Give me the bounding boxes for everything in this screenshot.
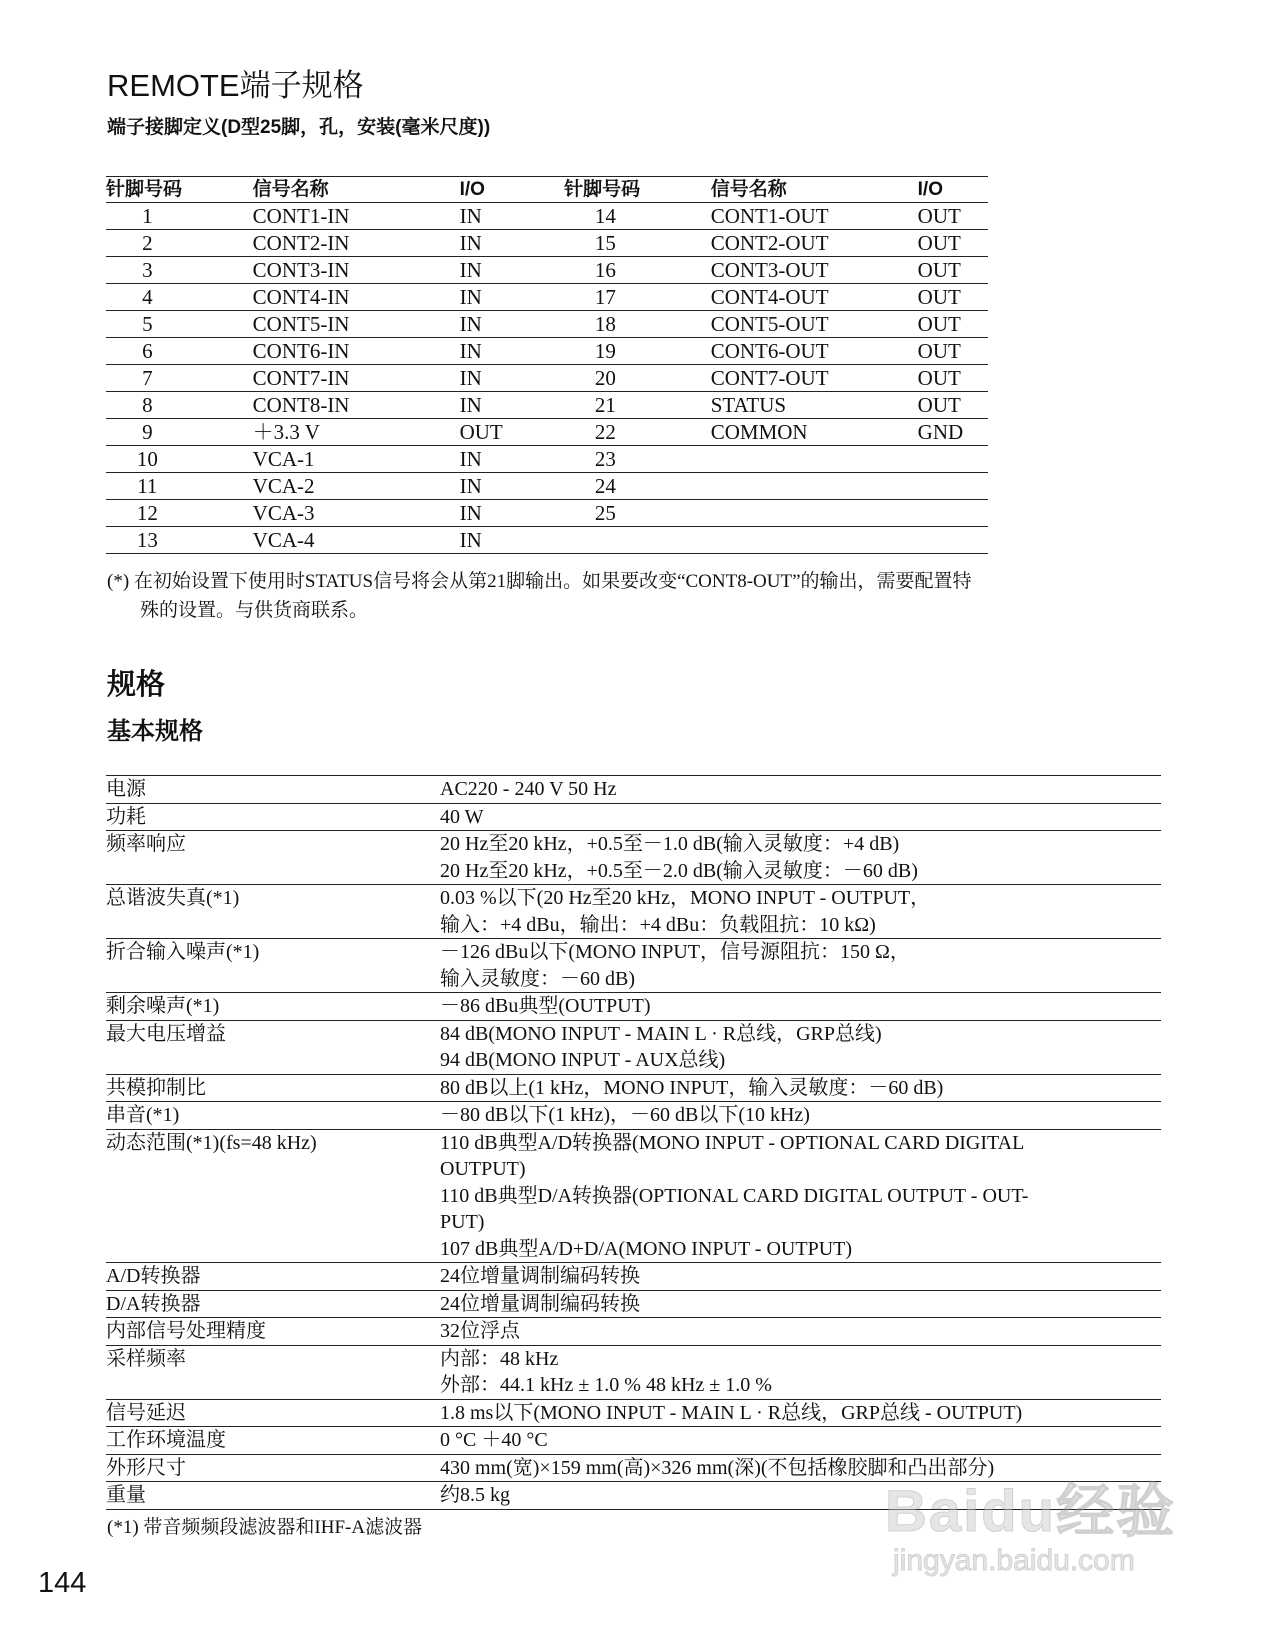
pin-row [106,230,988,257]
spec-row [106,993,1161,1021]
pin-table-header [106,177,988,203]
spec-value [440,885,1161,939]
pin-number: 11 [106,473,253,500]
watermark-logo [875,1462,1195,1602]
spec-row [106,885,1161,939]
spec-label: 采样频率 [106,1345,440,1399]
spec-value-line: 约8.5 kg [440,1484,510,1506]
spec-value [440,1074,1161,1102]
signal-name: CONT5-IN [253,311,460,338]
col-header-pin-2: 针脚号码 [564,177,711,203]
col-header-io: I/O [460,177,564,203]
spec-label: 外形尺寸 [106,1454,440,1482]
pin-number-2: 15 [564,230,711,257]
io-type-2: OUT [918,338,988,365]
spec-row [106,1290,1161,1318]
spec-row [106,1345,1161,1399]
spec-value-line: 内部：48 kHz [440,1347,559,1370]
signal-name: CONT4-IN [253,284,460,311]
spec-value-line: OUTPUT) [440,1158,526,1180]
pin-table-body [106,203,988,554]
spec-value-line: 80 dB以上(1 kHz，MONO INPUT，输入灵敏度：－60 dB) [440,1076,944,1099]
pin-row [106,284,988,311]
signal-name: CONT8-IN [253,392,460,419]
spec-value [440,1290,1161,1318]
spec-value [440,993,1161,1021]
spec-label: 折合输入噪声(*1) [106,939,440,993]
spec-table-body [106,776,1161,1510]
col-header-pin: 针脚号码 [106,177,253,203]
spec-value [440,831,1161,885]
pin-number-2: 20 [564,365,711,392]
spec-value-line: 1.8 ms以下(MONO INPUT - MAIN L · R总线，GRP总线 - OUTPUT) [440,1401,1023,1424]
spec-row [106,776,1161,804]
spec-value-line: 0.03 %以下(20 Hz至20 kHz，MONO INPUT - OUTPUT， [440,887,931,909]
io-type: IN [460,203,564,230]
watermark-brand: Baidu经验 [885,1479,1177,1544]
io-type-2: GND [918,419,988,446]
spec-value [440,1399,1161,1427]
signal-name-2: CONT3-OUT [711,257,918,284]
col-header-signal-2: 信号名称 [711,177,918,203]
spec-footnote: (*1) 带音频频段滤波器和IHF-A滤波器 [107,1517,423,1538]
pin-number: 4 [106,284,253,311]
col-header-io-2: I/O [918,177,988,203]
pin-row [106,203,988,230]
spec-row [106,939,1161,993]
io-type-2 [918,446,988,473]
pin-number: 3 [106,257,253,284]
io-type-2 [918,527,988,554]
pin-number: 8 [106,392,253,419]
spec-value [440,1345,1161,1399]
signal-name-2: CONT7-OUT [711,365,918,392]
pin-number: 9 [106,419,253,446]
signal-name-2 [711,446,918,473]
io-type-2 [918,473,988,500]
spec-value-line: 107 dB典型A/D+D/A(MONO INPUT - OUTPUT) [440,1237,853,1260]
spec-value-line: 94 dB(MONO INPUT - AUX总线) [440,1049,726,1071]
watermark-url: jingyan.baidu.com [893,1544,1135,1577]
signal-name-2: CONT4-OUT [711,284,918,311]
io-type-2: OUT [918,284,988,311]
pin-row [106,392,988,419]
spec-label: 信号延迟 [106,1399,440,1427]
signal-name-2: CONT6-OUT [711,338,918,365]
spec-value-line: PUT) [440,1211,485,1233]
pin-number-2: 25 [564,500,711,527]
pin-number-2: 23 [564,446,711,473]
signal-name: CONT1-IN [253,203,460,230]
pin-number-2: 17 [564,284,711,311]
pin-row [106,365,988,392]
pin-number: 7 [106,365,253,392]
pin-number: 12 [106,500,253,527]
remote-section-title: REMOTE端子规格 [107,68,364,103]
spec-row [106,831,1161,885]
io-type: IN [460,311,564,338]
io-type: IN [460,446,564,473]
signal-name: VCA-1 [253,446,460,473]
spec-row [106,1074,1161,1102]
spec-value [440,803,1161,831]
pin-table-note [107,567,1172,625]
spec-value [440,1427,1161,1455]
spec-row [106,1318,1161,1346]
pin-number-2: 22 [564,419,711,446]
spec-value [440,1318,1161,1346]
pin-number-2: 18 [564,311,711,338]
signal-name-2: STATUS [711,392,918,419]
io-type-2: OUT [918,230,988,257]
spec-section-title: 规格 [107,669,166,701]
pin-row [106,419,988,446]
io-type: OUT [460,419,564,446]
spec-value-line: 输入：+4 dBu，输出：+4 dBu：负载阻抗：10 kΩ) [440,913,876,936]
signal-name-2: CONT1-OUT [711,203,918,230]
spec-value-line: 40 W [440,805,484,828]
spec-row [106,1102,1161,1130]
io-type: IN [460,284,564,311]
basic-spec-subtitle: 基本规格 [107,718,203,745]
spec-label: 重量 [106,1482,440,1510]
spec-row [106,1263,1161,1291]
signal-name: VCA-2 [253,473,460,500]
spec-value-line: 110 dB典型A/D转换器(MONO INPUT - OPTIONAL CARD DIGITAL [440,1131,1025,1154]
signal-name: ＋3.3 V [253,419,460,446]
signal-name-2: CONT5-OUT [711,311,918,338]
io-type: IN [460,527,564,554]
io-type: IN [460,392,564,419]
spec-value-line: 24位增量调制编码转换 [440,1265,640,1287]
signal-name: CONT6-IN [253,338,460,365]
spec-value-line: －126 dBu以下(MONO INPUT，信号源阻抗：150 Ω， [440,941,910,963]
spec-value-line: 32位浮点 [440,1320,520,1342]
spec-value-line: 430 mm(宽)×159 mm(高)×326 mm(深)(不包括橡胶脚和凸出部分) [440,1456,995,1479]
spec-label: 共模抑制比 [106,1074,440,1102]
spec-value [440,1129,1161,1263]
pin-number-2: 19 [564,338,711,365]
pin-row [106,257,988,284]
io-type: IN [460,365,564,392]
pin-number: 10 [106,446,253,473]
io-type-2 [918,500,988,527]
spec-label: 动态范围(*1)(fs=48 kHz) [106,1129,440,1263]
spec-value [440,1020,1161,1074]
signal-name-2 [711,473,918,500]
pin-row [106,311,988,338]
pin-definition-subtitle: 端子接脚定义(D型25脚，孔，安装(毫米尺度)) [107,117,491,138]
pin-number: 2 [106,230,253,257]
spec-label: 剩余噪声(*1) [106,993,440,1021]
pin-number: 5 [106,311,253,338]
pin-row [106,446,988,473]
pin-number-2: 21 [564,392,711,419]
spec-label: D/A转换器 [106,1290,440,1318]
spec-row [106,803,1161,831]
spec-value-line: 24位增量调制编码转换 [440,1292,640,1315]
spec-value-line: －86 dBu典型(OUTPUT) [440,995,651,1017]
note-line-2: 殊的设置。与供货商联系。 [140,600,369,621]
spec-table [106,775,1161,1510]
spec-label: 总谐波失真(*1) [106,885,440,939]
note-line-1: (*) 在初始设置下使用时STATUS信号将会从第21脚输出。如果要改变“CONT8-OUT”的输出，需要配置特 [107,571,972,592]
spec-label: 功耗 [106,803,440,831]
spec-value-line: 0 °C ＋40 °C [440,1429,548,1451]
spec-value-line: 20 Hz至20 kHz，+0.5至－2.0 dB(输入灵敏度：－60 dB) [440,859,918,882]
page-number: 144 [38,1567,87,1599]
spec-row [106,1020,1161,1074]
signal-name-2: COMMON [711,419,918,446]
pin-number-2: 14 [564,203,711,230]
io-type: IN [460,338,564,365]
pin-number: 6 [106,338,253,365]
signal-name: VCA-4 [253,527,460,554]
pin-row [106,527,988,554]
signal-name-2 [711,500,918,527]
pin-number: 13 [106,527,253,554]
spec-value-line: AC220 - 240 V 50 Hz [440,778,617,800]
spec-value-line: 输入灵敏度：－60 dB) [440,967,635,990]
pin-row [106,500,988,527]
io-type: IN [460,230,564,257]
spec-label: 内部信号处理精度 [106,1318,440,1346]
pin-number: 1 [106,203,253,230]
spec-row [106,1399,1161,1427]
signal-name-2: CONT2-OUT [711,230,918,257]
pin-number-2: 16 [564,257,711,284]
spec-label: 频率响应 [106,831,440,885]
spec-value [440,939,1161,993]
spec-row [106,1129,1161,1263]
io-type-2: OUT [918,257,988,284]
spec-value [440,1263,1161,1291]
io-type: IN [460,473,564,500]
signal-name: CONT7-IN [253,365,460,392]
pin-number-2 [564,527,711,554]
io-type: IN [460,257,564,284]
spec-row [106,1427,1161,1455]
spec-label: A/D转换器 [106,1263,440,1291]
spec-label: 工作环境温度 [106,1427,440,1455]
spec-value-line: 84 dB(MONO INPUT - MAIN L · R总线，GRP总线) [440,1022,882,1045]
spec-value [440,776,1161,804]
spec-value [440,1102,1161,1130]
spec-value-line: 外部：44.1 kHz ± 1.0 % 48 kHz ± 1.0 % [440,1374,772,1396]
signal-name: CONT2-IN [253,230,460,257]
spec-label: 最大电压增益 [106,1020,440,1074]
spec-value-line: 110 dB典型D/A转换器(OPTIONAL CARD DIGITAL OUTPUT - OUT- [440,1184,1029,1207]
io-type-2: OUT [918,311,988,338]
spec-label: 串音(*1) [106,1102,440,1130]
io-type-2: OUT [918,365,988,392]
spec-label: 电源 [106,776,440,804]
io-type-2: OUT [918,203,988,230]
pin-row [106,473,988,500]
col-header-signal: 信号名称 [253,177,460,203]
pin-row [106,338,988,365]
spec-value-line: －80 dB以下(1 kHz)，－60 dB以下(10 kHz) [440,1104,810,1126]
pin-number-2: 24 [564,473,711,500]
signal-name: VCA-3 [253,500,460,527]
pin-assignment-table [106,176,988,554]
io-type-2: OUT [918,392,988,419]
signal-name: CONT3-IN [253,257,460,284]
signal-name-2 [711,527,918,554]
io-type: IN [460,500,564,527]
spec-value-line: 20 Hz至20 kHz，+0.5至－1.0 dB(输入灵敏度：+4 dB) [440,833,900,855]
